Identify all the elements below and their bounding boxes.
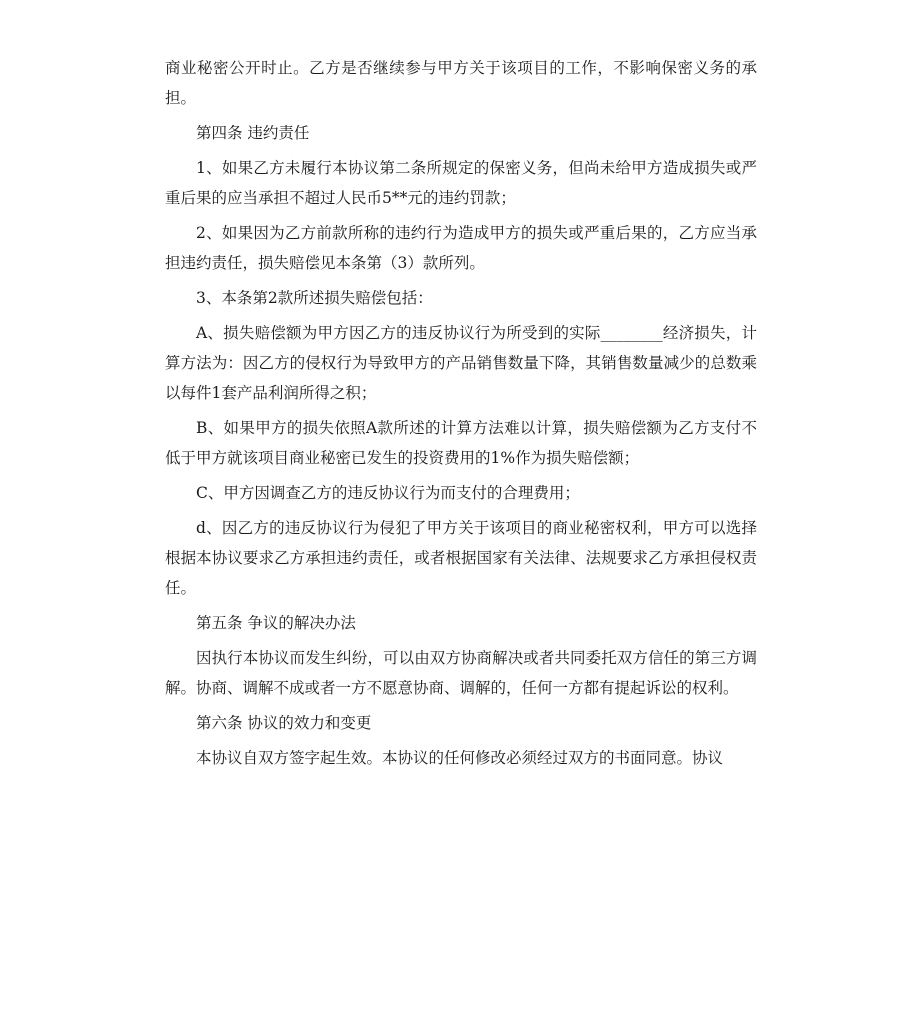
article-4-heading: 第四条 违约责任 (196, 124, 310, 142)
article-5-heading: 第五条 争议的解决办法 (196, 614, 356, 632)
paragraph-continuation: 商业秘密公开时止。乙方是否继续参与甲方关于该项目的工作，不影响保密义务的承担。 (165, 59, 757, 107)
article-4-clause-3: 3、本条第2款所述损失赔偿包括： (196, 289, 433, 307)
article-4-item-c: C、甲方因调查乙方的违反协议行为而支付的合理费用； (196, 484, 580, 502)
article-6-body: 本协议自双方签字起生效。本协议的任何修改必须经过双方的书面同意。协议 (196, 749, 724, 767)
article-6-heading: 第六条 协议的效力和变更 (196, 714, 372, 732)
article-5-body: 因执行本协议而发生纠纷，可以由双方协商解决或者共同委托双方信任的第三方调解。协商、调解不成或者一方不愿意协商、调解的，任何一方都有提起诉讼的权利。 (165, 649, 757, 697)
article-4-item-a: A、损失赔偿额为甲方因乙方的违反协议行为所受到的实际________经济损失，计算方法为：因乙方的侵权行为导致甲方的产品销售数量下降，其销售数量减少的总数乘以每件1套产品利润所得之积； (165, 324, 757, 402)
document-page (165, 53, 757, 778)
article-4-item-b: B、如果甲方的损失依照A款所述的计算方法难以计算，损失赔偿额为乙方支付不低于甲方就该项目商业秘密已发生的投资费用的1%作为损失赔偿额； (165, 419, 757, 467)
article-4-clause-1: 1、如果乙方未履行本协议第二条所规定的保密义务，但尚未给甲方造成损失或严重后果的应当承担不超过人民币5**元的违约罚款； (165, 159, 757, 207)
article-4-clause-2: 2、如果因为乙方前款所称的违约行为造成甲方的损失或严重后果的，乙方应当承担违约责任，损失赔偿见本条第（3）款所列。 (165, 224, 757, 272)
article-4-item-d: d、因乙方的违反协议行为侵犯了甲方关于该项目的商业秘密权利，甲方可以选择根据本协议要求乙方承担违约责任，或者根据国家有关法律、法规要求乙方承担侵权责任。 (165, 519, 757, 597)
